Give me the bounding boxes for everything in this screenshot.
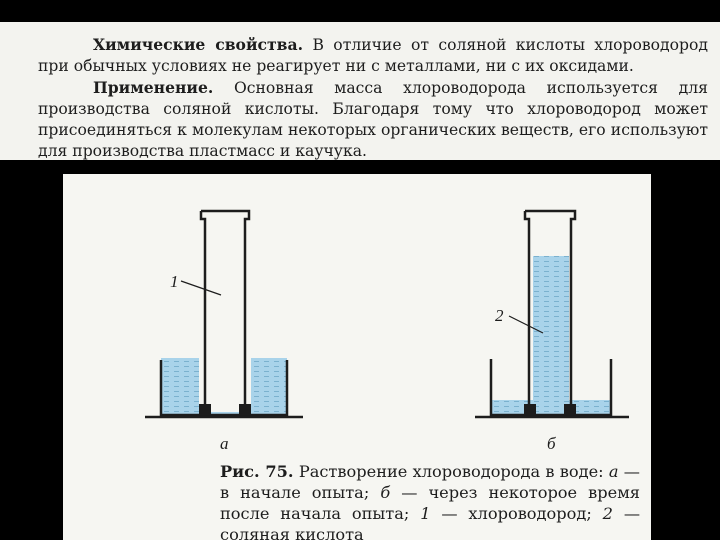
figure-75: [63, 174, 651, 540]
figure-caption: [220, 461, 640, 540]
paragraph-application: [38, 77, 708, 162]
label-1: 1: [170, 272, 179, 291]
text-chemical-properties: В отличие от соляной кислоты хлороводород при обычных условиях не реагирует ни с металлами, ни с их оксидами.: [38, 36, 708, 75]
acid-column-b: [533, 256, 569, 412]
heading-chemical-properties: Химические свойства.: [93, 35, 304, 54]
subfigure-a-label: а: [220, 434, 229, 453]
caption-text: — в начале опыта;: [220, 462, 640, 502]
subfigure-b-label: б: [547, 434, 556, 453]
stand-left-a: [199, 404, 211, 415]
caption-ref-b: б: [380, 483, 391, 502]
setup-b: [475, 211, 629, 453]
setup-a: [145, 211, 303, 453]
caption-ref-1: 1: [420, 504, 431, 523]
caption-text: — соляная кислота: [220, 504, 641, 540]
figure-number: Рис. 75.: [220, 462, 294, 481]
heading-application: Применение.: [93, 78, 214, 97]
stand-right-a: [239, 404, 251, 415]
caption-ref-a: а: [608, 462, 619, 481]
label-2: 2: [495, 306, 504, 325]
paragraph-chemical-properties: [38, 34, 708, 77]
cylinder-a-gas: [199, 226, 251, 412]
textbook-text-block: [0, 22, 720, 160]
text-application: Основная масса хлороводорода используется для производства соляной кислоты. Благодаря тому что хлороводород может присоединяться к молекулам некоторых органических веществ, его используют для производства пластмасс и каучука.: [38, 79, 708, 160]
caption-text: — хлороводород;: [441, 504, 592, 523]
stand-right-b: [564, 404, 576, 415]
stand-left-b: [524, 404, 536, 415]
caption-ref-2: 2: [602, 504, 613, 523]
caption-text: — через некоторое время после начала опыта;: [220, 483, 641, 523]
caption-text: Растворение хлороводорода в воде:: [298, 462, 604, 481]
